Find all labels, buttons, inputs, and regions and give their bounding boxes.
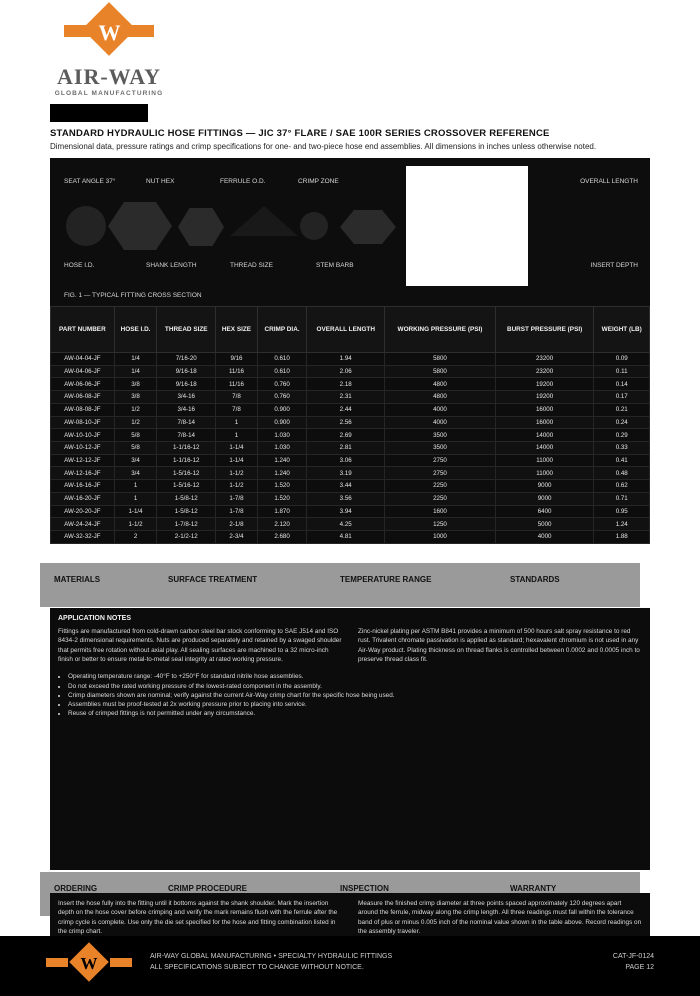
- table-cell: 1.94: [307, 353, 385, 366]
- table-header-row: [51, 307, 650, 353]
- table-cell: 19200: [495, 391, 594, 404]
- table-cell: 2-1/8: [216, 518, 258, 531]
- col-overall-length: OVERALL LENGTH: [307, 307, 385, 353]
- application-notes-left: Fittings are manufactured from cold-drawn carbon steel bar stock conforming to SAE J514 and ISO 8434-2 dimensional requirements. Nuts are produced separately and retained by a swaged shoulder that permits free rotation without axial play. All sealing surfaces are machined to a 32 micro-inch finish or better to ensure metal-to-metal seal integrity at rated working pressure.: [58, 628, 342, 663]
- footer-logo-left-bar-icon: [46, 958, 68, 967]
- table-cell: 1.88: [594, 531, 650, 544]
- table-cell: 1: [216, 416, 258, 429]
- table-cell: 23200: [495, 353, 594, 366]
- brand-name: AIR-WAY: [57, 64, 161, 89]
- footer-logo-letter: W: [80, 954, 98, 973]
- table-cell: 1-1/2: [216, 467, 258, 480]
- table-cell: 2.06: [307, 365, 385, 378]
- table-cell: AW-10-10-JF: [51, 429, 115, 442]
- band1-col1: MATERIALS: [54, 575, 101, 584]
- table-cell: 0.610: [257, 353, 306, 366]
- note-bullet: • Crimp diameters shown are nominal; verify against the current Air-Way crimp chart for the specific hose being used.: [68, 691, 642, 700]
- crimp-notes-left: Insert the hose fully into the fitting until it bottoms against the shank shoulder. Mark the insertion depth on the hose cover before crimping and verify the mark remains flush with the ferrule after the crimp cycle is complete. Use only the die set specified for the hose and fitting combination listed in the crimp chart.: [58, 900, 338, 935]
- table-cell: 1-1/2: [114, 518, 157, 531]
- brand-tagline: GLOBAL MANUFACTURING: [54, 90, 164, 97]
- table-cell: 3500: [385, 442, 496, 455]
- table-cell: 14000: [495, 429, 594, 442]
- table-cell: 0.24: [594, 416, 650, 429]
- col-part-number: PART NUMBER: [51, 307, 115, 353]
- col-crimp-dia: CRIMP DIA.: [257, 307, 306, 353]
- table-cell: 1/2: [114, 403, 157, 416]
- application-notes-right: Zinc-nickel plating per ASTM B841 provides a minimum of 500 hours salt spray resistance to red rust. Trivalent chromate passivation is applied as standard; hexavalent chromium is not used in any Air-Way product. Plating thickness on thread flanks is controlled between 0.0002 and 0.0005 inch to preserve thread class fit.: [358, 628, 640, 663]
- table-cell: 0.48: [594, 467, 650, 480]
- table-cell: 11/16: [216, 378, 258, 391]
- table-cell: 0.21: [594, 403, 650, 416]
- crimp-notes-columns: [58, 899, 642, 940]
- table-row: [51, 353, 650, 366]
- table-cell: 0.29: [594, 429, 650, 442]
- diagram-label-3: CRIMP ZONE: [298, 178, 339, 185]
- col-burst-pressure: BURST PRESSURE (PSI): [495, 307, 594, 353]
- table-cell: 1000: [385, 531, 496, 544]
- logo-mark-icon: [64, 8, 154, 64]
- table-cell: 0.11: [594, 365, 650, 378]
- table-cell: 1: [216, 429, 258, 442]
- spec-table: [50, 306, 650, 544]
- table-cell: 19200: [495, 378, 594, 391]
- table-cell: 1.24: [594, 518, 650, 531]
- diagram-caption: FIG. 1 — TYPICAL FITTING CROSS SECTION: [64, 292, 202, 299]
- table-cell: 7/8-14: [157, 416, 216, 429]
- table-body: [51, 353, 650, 544]
- table-cell: 1-7/8: [216, 505, 258, 518]
- table-cell: 4800: [385, 378, 496, 391]
- table-cell: 0.14: [594, 378, 650, 391]
- table-cell: 0.760: [257, 378, 306, 391]
- table-cell: 2750: [385, 454, 496, 467]
- table-cell: 2: [114, 531, 157, 544]
- table-cell: 3/4-16: [157, 403, 216, 416]
- table-cell: 0.09: [594, 353, 650, 366]
- table-cell: 2.44: [307, 403, 385, 416]
- table-cell: 2.81: [307, 442, 385, 455]
- table-cell: 1/4: [114, 353, 157, 366]
- table-cell: 4000: [385, 403, 496, 416]
- table-cell: 9/16: [216, 353, 258, 366]
- table-cell: 1-5/8-12: [157, 492, 216, 505]
- table-cell: AW-24-24-JF: [51, 518, 115, 531]
- table-cell: 9/16-18: [157, 365, 216, 378]
- table-cell: 6400: [495, 505, 594, 518]
- col-hex-size: HEX SIZE: [216, 307, 258, 353]
- crimp-notes-right: Measure the finished crimp diameter at three points spaced approximately 120 degrees apart around the ferrule, midway along the crimp length. All three readings must fall within the tolerance band of plus or minus 0.005 inch of the nominal value shown in the table above. Record readings on the assembly traveler.: [358, 900, 642, 935]
- footer-meta: [613, 952, 654, 973]
- table-row: [51, 518, 650, 531]
- table-cell: 0.62: [594, 480, 650, 493]
- footer-logo-right-bar-icon: [110, 958, 132, 967]
- table-cell: AW-08-10-JF: [51, 416, 115, 429]
- table-cell: 9000: [495, 480, 594, 493]
- page-subtitle: Dimensional data, pressure ratings and crimp specifications for one- and two-piece hose end assemblies. All dimensions in inches unless otherwise noted.: [50, 142, 597, 151]
- table-cell: 9/16-18: [157, 378, 216, 391]
- table-cell: 1-5/16-12: [157, 480, 216, 493]
- table-cell: 1.030: [257, 429, 306, 442]
- table-cell: AW-12-16-JF: [51, 467, 115, 480]
- table-cell: 1.240: [257, 454, 306, 467]
- table-row: [51, 492, 650, 505]
- table-cell: 0.610: [257, 365, 306, 378]
- table-cell: 4.81: [307, 531, 385, 544]
- table-cell: 3.06: [307, 454, 385, 467]
- table-cell: 3/4: [114, 454, 157, 467]
- table-cell: AW-06-08-JF: [51, 391, 115, 404]
- diagram-label-1: NUT HEX: [146, 178, 175, 185]
- table-cell: 5/8: [114, 429, 157, 442]
- application-notes-bullets: [68, 672, 642, 718]
- spec-table-wrap: [50, 306, 650, 544]
- table-cell: AW-10-12-JF: [51, 442, 115, 455]
- diagram-shape-circle-2: [300, 212, 328, 240]
- note-bullet: • Assemblies must be proof-tested at 2x working pressure prior to placing into service.: [68, 700, 642, 709]
- diagram-shape-hex-3: [340, 210, 396, 244]
- band2-col1: ORDERING: [54, 884, 98, 893]
- table-cell: 3500: [385, 429, 496, 442]
- table-row: [51, 429, 650, 442]
- band1-col4: STANDARDS: [510, 575, 560, 584]
- table-cell: 4800: [385, 391, 496, 404]
- table-cell: 9000: [495, 492, 594, 505]
- table-cell: 1-1/4: [114, 505, 157, 518]
- table-cell: 11/16: [216, 365, 258, 378]
- table-row: [51, 403, 650, 416]
- table-cell: 5800: [385, 353, 496, 366]
- table-cell: 1-1/2: [216, 480, 258, 493]
- table-cell: 0.33: [594, 442, 650, 455]
- band2-col3: INSPECTION: [340, 884, 389, 893]
- application-notes: [50, 608, 650, 870]
- table-cell: AW-32-32-JF: [51, 531, 115, 544]
- table-cell: 1-5/8-12: [157, 505, 216, 518]
- table-cell: 2.69: [307, 429, 385, 442]
- table-cell: 2.31: [307, 391, 385, 404]
- table-cell: 3.44: [307, 480, 385, 493]
- diagram-shape-circle-1: [66, 206, 106, 246]
- table-cell: 5/8: [114, 442, 157, 455]
- table-row: [51, 391, 650, 404]
- table-cell: 5000: [495, 518, 594, 531]
- table-cell: 1600: [385, 505, 496, 518]
- table-row: [51, 416, 650, 429]
- table-cell: 0.900: [257, 403, 306, 416]
- table-cell: 1-1/16-12: [157, 454, 216, 467]
- table-cell: 7/16-20: [157, 353, 216, 366]
- table-cell: 2-1/2-12: [157, 531, 216, 544]
- table-cell: 1-5/16-12: [157, 467, 216, 480]
- table-cell: 3.94: [307, 505, 385, 518]
- col-working-pressure: WORKING PRESSURE (PSI): [385, 307, 496, 353]
- table-cell: AW-16-16-JF: [51, 480, 115, 493]
- table-cell: 1.030: [257, 442, 306, 455]
- table-cell: 1250: [385, 518, 496, 531]
- diagram-shape-hex-1: [108, 202, 172, 250]
- table-cell: 2250: [385, 480, 496, 493]
- table-cell: 3/8: [114, 391, 157, 404]
- table-cell: 14000: [495, 442, 594, 455]
- diagram-label-4: HOSE I.D.: [64, 262, 95, 269]
- table-cell: 0.760: [257, 391, 306, 404]
- table-cell: 3/4: [114, 467, 157, 480]
- table-cell: 0.41: [594, 454, 650, 467]
- table-cell: 2250: [385, 492, 496, 505]
- table-cell: 1.240: [257, 467, 306, 480]
- note-bullet: • Do not exceed the rated working pressure of the lowest-rated component in the assembly.: [68, 682, 642, 691]
- table-cell: 1/2: [114, 416, 157, 429]
- table-cell: 11000: [495, 454, 594, 467]
- diagram-label-2: FERRULE O.D.: [220, 178, 266, 185]
- table-cell: 3.19: [307, 467, 385, 480]
- band2-col4: WARRANTY: [510, 884, 557, 893]
- footer-doc-code: CAT-JF-0124: [612, 953, 654, 960]
- table-cell: AW-12-12-JF: [51, 454, 115, 467]
- footer-address: [150, 952, 392, 973]
- page-footer: [0, 936, 700, 996]
- diagram-label-5: SHANK LENGTH: [146, 262, 197, 269]
- table-cell: 1: [114, 492, 157, 505]
- diagram-label-9: INSERT DEPTH: [590, 262, 638, 269]
- table-cell: 1.520: [257, 480, 306, 493]
- fitting-diagram: [50, 158, 650, 306]
- table-cell: 0.95: [594, 505, 650, 518]
- table-cell: 3.56: [307, 492, 385, 505]
- note-bullet: • Operating temperature range: -40°F to +250°F for standard nitrile hose assemblies.: [68, 672, 642, 681]
- table-cell: 4000: [385, 416, 496, 429]
- table-cell: 1-7/8-12: [157, 518, 216, 531]
- table-cell: 2.18: [307, 378, 385, 391]
- footer-page-number: PAGE 12: [625, 963, 654, 971]
- table-cell: 1-1/16-12: [157, 442, 216, 455]
- table-row: [51, 454, 650, 467]
- table-row: [51, 378, 650, 391]
- application-notes-columns: [58, 627, 642, 668]
- table-row: [51, 467, 650, 480]
- diagram-label-7: STEM BARB: [316, 262, 354, 269]
- table-cell: 16000: [495, 416, 594, 429]
- logo-letter: W: [98, 20, 120, 45]
- band1-col2: SURFACE TREATMENT: [168, 575, 258, 584]
- table-cell: 3/8: [114, 378, 157, 391]
- table-cell: AW-20-20-JF: [51, 505, 115, 518]
- col-thread-size: THREAD SIZE: [157, 307, 216, 353]
- application-notes-heading: APPLICATION NOTES: [58, 615, 131, 622]
- footer-logo-icon: [46, 944, 132, 988]
- table-cell: 4.25: [307, 518, 385, 531]
- band2-col2: CRIMP PROCEDURE: [168, 884, 247, 893]
- title-band: [50, 104, 148, 122]
- table-cell: 0.900: [257, 416, 306, 429]
- table-cell: 7/8-14: [157, 429, 216, 442]
- table-cell: AW-08-08-JF: [51, 403, 115, 416]
- diagram-label-8: OVERALL LENGTH: [580, 178, 638, 185]
- diagram-shape-taper: [230, 206, 298, 236]
- table-cell: 23200: [495, 365, 594, 378]
- table-cell: 1/4: [114, 365, 157, 378]
- brand-logo: [44, 8, 174, 97]
- table-cell: 5800: [385, 365, 496, 378]
- band1-col3: TEMPERATURE RANGE: [340, 575, 432, 584]
- table-cell: 0.71: [594, 492, 650, 505]
- diagram-label-6: THREAD SIZE: [230, 262, 273, 269]
- table-cell: 0.17: [594, 391, 650, 404]
- table-cell: 11000: [495, 467, 594, 480]
- col-weight: WEIGHT (LB): [594, 307, 650, 353]
- table-row: [51, 480, 650, 493]
- note-bullet: • Reuse of crimped fittings is not permitted under any circumstance.: [68, 709, 642, 718]
- diagram-shape-hex-2: [178, 208, 224, 246]
- table-cell: 1-7/8: [216, 492, 258, 505]
- table-cell: 2750: [385, 467, 496, 480]
- footer-line-2: ALL SPECIFICATIONS SUBJECT TO CHANGE WITHOUT NOTICE.: [150, 963, 364, 971]
- table-cell: 2.120: [257, 518, 306, 531]
- table-cell: AW-04-04-JF: [51, 353, 115, 366]
- table-cell: 3/4-16: [157, 391, 216, 404]
- table-row: [51, 365, 650, 378]
- footer-line-1: AIR-WAY GLOBAL MANUFACTURING • SPECIALTY HYDRAULIC FITTINGS: [150, 953, 393, 960]
- table-cell: 2.680: [257, 531, 306, 544]
- table-cell: 7/8: [216, 391, 258, 404]
- diagram-callout-box: [406, 166, 528, 286]
- page-title: STANDARD HYDRAULIC HOSE FITTINGS — JIC 37° FLARE / SAE 100R SERIES CROSSOVER REFERENCE: [50, 128, 550, 139]
- table-cell: 1: [114, 480, 157, 493]
- table-cell: 2.56: [307, 416, 385, 429]
- table-cell: AW-16-20-JF: [51, 492, 115, 505]
- table-cell: 1.870: [257, 505, 306, 518]
- table-row: [51, 531, 650, 544]
- table-cell: 4000: [495, 531, 594, 544]
- diagram-label-0: SEAT ANGLE 37°: [64, 178, 116, 185]
- table-cell: 1.520: [257, 492, 306, 505]
- section-band-materials: [40, 563, 640, 607]
- table-cell: 1-1/4: [216, 454, 258, 467]
- table-cell: 7/8: [216, 403, 258, 416]
- table-cell: 1-1/4: [216, 442, 258, 455]
- table-row: [51, 505, 650, 518]
- table-cell: 2-3/4: [216, 531, 258, 544]
- table-cell: AW-04-06-JF: [51, 365, 115, 378]
- table-cell: 16000: [495, 403, 594, 416]
- table-cell: AW-06-06-JF: [51, 378, 115, 391]
- col-hose-id: HOSE I.D.: [114, 307, 157, 353]
- table-row: [51, 442, 650, 455]
